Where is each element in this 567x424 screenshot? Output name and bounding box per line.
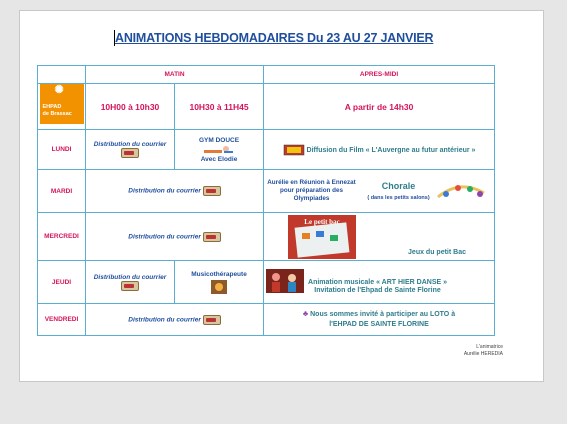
time-slot-1: 10H00 à 10h30 [86,84,175,130]
loto-line2: l'EHPAD DE SAINTE FLORINE [329,321,429,328]
document-page [19,10,544,382]
mardi-afternoon [264,170,495,213]
row-jeudi [38,261,495,304]
dance-photo [266,269,304,293]
day-mercredi: MERCREDI [38,213,86,261]
day-vendredi: VENDREDI [38,304,86,336]
musico-title: Musicothérapeute [191,270,247,278]
mercredi-afternoon [264,213,495,261]
petit-bac-image-title: Le petit bac [304,217,340,226]
petit-bac-text: Jeux du petit Bac [408,248,466,256]
mercredi-morning [86,213,264,261]
header-matin: MATIN [86,66,264,84]
jeudi-morning-2 [175,261,264,304]
mardi-morning [86,170,264,213]
vendredi-courrier-text: Distribution du courrier [128,316,201,324]
jeudi-morning-1 [86,261,175,304]
gym-title: GYM DOUCE [198,136,240,144]
film-icon [283,144,305,156]
loto-icon: ♣ [302,309,309,318]
jeudi-afternoon [264,261,495,304]
signature-name: Aurélie HEREDIA [463,350,503,357]
row-vendredi [38,304,495,336]
ehpad-logo [40,84,84,124]
jeudi-courrier-text: Distribution du courrier [93,273,167,281]
vendredi-morning [86,304,264,336]
animation-musicale-text: Animation musicale « ART HIER DANSE » [308,279,448,286]
mail-icon [121,281,139,291]
time-slot-3: A partir de 14h30 [264,84,495,130]
time-slot-2: 10H30 à 11H45 [175,84,264,130]
day-lundi: LUNDI [38,130,86,170]
lundi-courrier-text: Distribution du courrier [93,141,167,148]
musico-photo [211,280,227,294]
logo-cell [38,84,86,130]
chorale-title: Chorale [381,181,416,191]
gym-sub: Avec Elodie [200,155,238,163]
times-row [38,84,495,130]
day-jeudi: JEUDI [38,261,86,304]
row-mercredi [38,213,495,261]
lundi-morning-1 [86,130,175,170]
table-header-row [38,66,495,84]
mardi-courrier-text: Distribution du courrier [128,187,201,195]
vendredi-afternoon [264,304,495,336]
logo-line1: EHPAD [42,104,62,110]
lundi-afternoon [264,130,495,170]
music-notes-icon [434,177,486,205]
mail-icon [203,186,221,196]
gym-icon [202,144,236,156]
schedule-table [37,65,495,336]
logo-line2: de Brassac [42,111,72,117]
reunion-text: Aurélie en Réunion à Ennezat pour préparation des Olympiades [267,179,356,202]
chorale-sub: ( dans les petits salons) [367,195,430,201]
header-apres-midi: APRES-MIDI [264,66,495,84]
day-mardi: MARDI [38,170,86,213]
signature [464,344,503,357]
row-lundi [38,130,495,170]
lundi-morning-2 [175,130,264,170]
mail-icon [121,148,139,158]
film-text: Diffusion du Film « L'Auvergne au futur antérieur » [306,146,476,154]
mail-icon [203,232,221,242]
loto-line1: Nous sommes invité à participer au LOTO à [310,311,456,318]
mercredi-courrier-text: Distribution du courrier [128,233,201,241]
empty-corner-cell [38,66,86,84]
mail-icon [203,315,221,325]
signature-role: L'animatrice [476,344,503,350]
invitation-text: Invitation de l'Ehpad de Sainte Florine [314,287,441,294]
page-title: ANIMATIONS HEBDOMADAIRES Du 23 AU 27 JANVIER [115,31,434,45]
petit-bac-game-image [288,215,356,259]
row-mardi [38,170,495,213]
sun-icon: ✺ [54,84,64,96]
